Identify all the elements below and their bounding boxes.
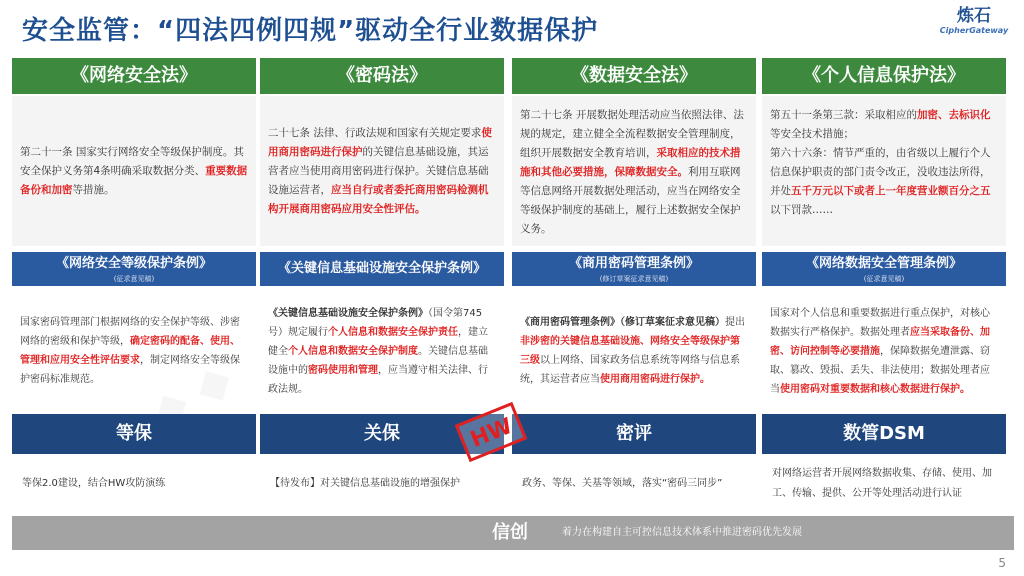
text-segment: 第二十七条 开展数据处理活动应当依照法律、法规的规定，建立健全全流程数据安全管理制度，组织开展数据安全教育培训， <box>520 109 744 159</box>
law-body <box>512 96 756 246</box>
regulation-header <box>512 252 756 286</box>
regulation-subtitle: (修订草案征求意见稿) <box>599 275 669 283</box>
text-segment: 国家密码管理部门根据网络的安全保护等级、涉密网络的密级和保护等级， <box>20 317 240 347</box>
text-segment: 第二十一条 国家实行网络安全等级保护制度。其安全保护义务第4条明确采取数据分类、 <box>20 145 244 177</box>
text-segment: 国家对个人信息和重要数据进行重点保护，对核心数据实行严格保护。数据处理者 <box>770 307 990 338</box>
text-segment: 的关键信息基础设施，其运营者应当使用商用密码进行保护。关键信息基础设施运营者， <box>268 145 489 196</box>
regulation-header <box>12 252 256 286</box>
text-segment: 提出 <box>725 317 745 328</box>
regulation-body <box>512 292 756 410</box>
category-header: 密评 <box>512 414 756 454</box>
law-text <box>520 106 748 239</box>
regulation-text <box>520 313 748 389</box>
text-segment: 以下罚款…… <box>770 204 833 216</box>
text-segment: ，制定网络安全等级保护密码标准规范。 <box>20 355 240 385</box>
bold-text: 《商用密码管理条例》（修订草案征求意见稿） <box>520 317 725 328</box>
category-header: 关保 <box>260 414 504 454</box>
regulation-text <box>770 304 998 399</box>
highlighted-text: 非涉密的关键信息基础设施、网络安全等级保护第三级 <box>520 336 740 366</box>
highlighted-text: 个人信息和数据安全保护制度 <box>288 345 418 357</box>
text-segment: 二十七条 法律、行政法规和国家有关规定要求 <box>268 126 482 139</box>
logo-sub-text: CipherGateway <box>939 26 1009 35</box>
text-segment: 以上网络、国家政务信息系统等网络与信息系统，其运营者应当 <box>520 355 740 385</box>
text-segment: 利用互联网等信息网络开展数据处理活动，应当在网络安全等级保护制度的基础上，履行上述数据安全保护义务。 <box>520 166 741 235</box>
text-segment: 等措施。 <box>72 183 115 196</box>
logo-main-text: 炼石 <box>957 6 991 26</box>
footer-title: 信创 <box>492 522 528 543</box>
highlighted-text: 个人信息和数据安全保护责任 <box>328 326 458 338</box>
law-body <box>260 96 504 246</box>
text-segment: 第五十一条第三款：采取相应的 <box>770 109 917 121</box>
law-text <box>770 106 998 220</box>
regulation-body <box>762 292 1006 410</box>
highlighted-text: 加密、去标识化 <box>917 109 991 121</box>
regulation-text <box>268 304 496 399</box>
regulation-body <box>260 292 504 410</box>
regulation-title: 《网络数据安全管理条例》 <box>805 256 962 271</box>
text-segment: 等安全技术措施； <box>770 128 854 140</box>
highlighted-text: 应当采取备份、加密、访问控制等必要措施 <box>770 326 990 357</box>
footer-text: 着力在构建自主可控信息技术体系中推进密码优先发展 <box>562 527 802 538</box>
category-body: 等保2.0建设，结合HW攻防演练 <box>22 478 166 489</box>
text-segment: ，建立健全 <box>268 326 488 357</box>
category-body: 政务、等保、关基等领域，落实“密码三同步” <box>522 478 723 489</box>
law-header: 《个人信息保护法》 <box>762 58 1006 94</box>
category-header: 数管DSM <box>762 414 1006 454</box>
bold-text: 《关键信息基础设施安全保护条例》 <box>268 307 428 319</box>
hw-stamp: HW <box>455 402 527 462</box>
highlighted-text: 使用密码对重要数据和核心数据进行保护。 <box>780 383 970 395</box>
highlighted-text: 确定密码的配备、使用、管理和应用安全性评估要求 <box>20 336 240 366</box>
text-segment: 第六十六条：情节严重的，由省级以上履行个人信息保护职责的部门责令改正，没收违法所得，并处 <box>770 147 991 197</box>
law-text <box>20 143 248 200</box>
text-segment: 。关键信息基础设施中的 <box>268 345 488 376</box>
page-number: 5 <box>998 556 1006 570</box>
regulation-header <box>762 252 1006 286</box>
text-segment: ，保障数据免遭泄露、窃取、篡改、毁损、丢失、非法使用；数据处理者应当 <box>770 345 990 395</box>
highlighted-text: 采取相应的技术措施和其他必要措施，保障数据安全。 <box>520 147 741 178</box>
highlighted-text: 重要数据备份和加密 <box>20 164 248 196</box>
footer-bar <box>12 516 1014 550</box>
category-body: 【待发布】对关键信息基础设施的增强保护 <box>270 478 460 489</box>
regulation-header <box>260 252 504 286</box>
highlighted-text: 使用商用密码进行保护 <box>268 126 492 158</box>
highlighted-text: 使用商用密码进行保护。 <box>600 374 710 385</box>
highlighted-text: 五千万元以下或者上一年度营业额百分之五 <box>791 185 991 197</box>
text-segment: ，应当遵守相关法律、行政法规。 <box>268 364 488 395</box>
law-header: 《密码法》 <box>260 58 504 94</box>
text-segment: （国令第745号）规定履行 <box>268 307 483 338</box>
law-header: 《网络安全法》 <box>12 58 256 94</box>
category-body: 对网络运营者开展网络数据收集、存储、使用、加工、传输、提供、公开等处理活动进行认证 <box>772 468 992 499</box>
law-body <box>12 96 256 246</box>
law-body <box>762 96 1006 246</box>
company-logo <box>938 6 1010 36</box>
regulation-title: 《商用密码管理条例》 <box>568 256 699 271</box>
highlighted-text: 应当自行或者委托商用密码检测机构开展商用密码应用安全性评估。 <box>268 183 489 215</box>
regulation-subtitle: (征求意见稿) <box>863 275 905 283</box>
law-header: 《数据安全法》 <box>512 58 756 94</box>
regulation-body <box>12 292 256 410</box>
regulation-title: 《网络安全等级保护条例》 <box>55 256 212 271</box>
category-header: 等保 <box>12 414 256 454</box>
regulation-subtitle: (征求意见稿) <box>113 275 155 283</box>
highlighted-text: 密码使用和管理 <box>308 364 378 376</box>
law-text <box>268 124 496 219</box>
regulation-text <box>20 313 248 389</box>
regulation-title: 《关键信息基础设施安全保护条例》 <box>277 261 486 276</box>
page-title: 安全监管：“四法四例四规”驱动全行业数据保护 <box>22 16 599 46</box>
